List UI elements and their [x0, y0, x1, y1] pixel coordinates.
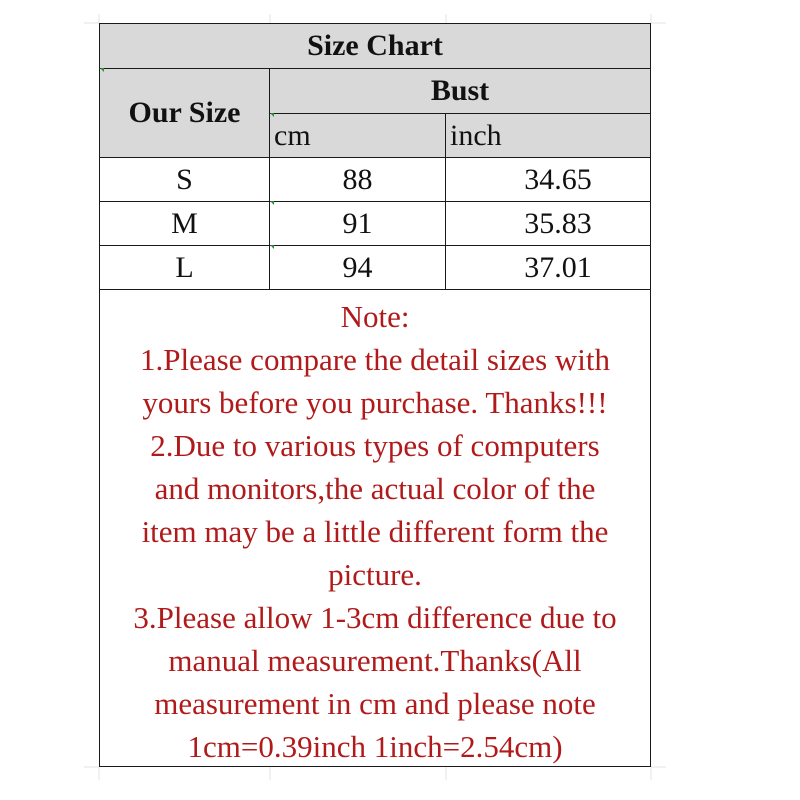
bust-header: Bust — [270, 69, 650, 114]
note-line: 3.Please allow 1-3cm difference due to — [133, 600, 617, 635]
cell-error-marker-icon — [270, 201, 274, 205]
note-line: 1.Please compare the detail sizes with — [139, 342, 610, 377]
bust-cm-cell: 88 — [270, 158, 446, 202]
our-size-header: Our Size — [100, 69, 270, 158]
size-cell: M — [100, 202, 270, 246]
cell-error-marker-icon — [270, 113, 274, 117]
bust-inch-cell: 34.65 — [446, 158, 650, 202]
unit-header-inch: inch — [446, 114, 650, 158]
unit-header-cm: cm — [270, 114, 446, 158]
size-cell: S — [100, 158, 270, 202]
cell-error-marker-icon — [100, 68, 104, 72]
note-line: yours before you purchase. Thanks!!! — [142, 385, 608, 420]
size-chart-table — [99, 23, 651, 767]
bust-cm-cell: 91 — [270, 202, 446, 246]
bust-inch-cell: 37.01 — [446, 246, 650, 290]
note-line: manual measurement.Thanks(All — [168, 643, 582, 678]
note-line: picture. — [328, 557, 422, 592]
note-line: item may be a little different form the — [141, 514, 609, 549]
note-block — [100, 290, 650, 766]
note-line: 2.Due to various types of computers — [150, 428, 600, 463]
note-heading: Note: — [340, 299, 410, 334]
note-line: 1cm=0.39inch 1inch=2.54cm) — [187, 729, 563, 764]
bust-inch-cell: 35.83 — [446, 202, 650, 246]
cell-error-marker-icon — [270, 245, 274, 249]
table-title: Size Chart — [100, 24, 650, 69]
bust-cm-cell: 94 — [270, 246, 446, 290]
size-cell: L — [100, 246, 270, 290]
note-line: and monitors,the actual color of the — [154, 471, 596, 506]
note-line: measurement in cm and please note — [154, 686, 596, 721]
